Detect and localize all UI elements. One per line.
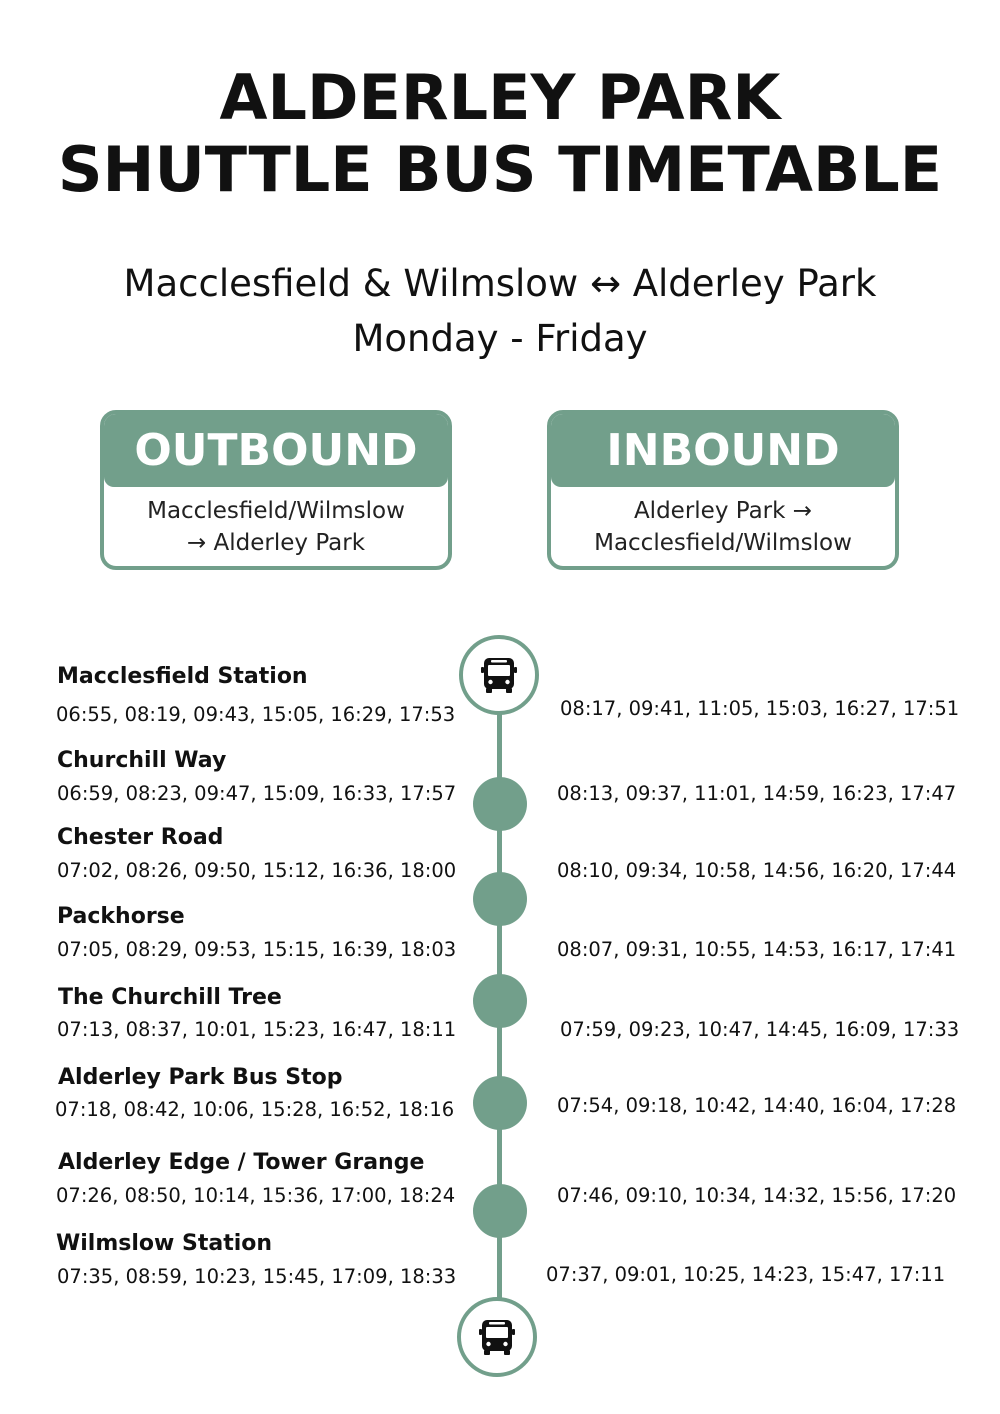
outbound-times: 07:26, 08:50, 10:14, 15:36, 17:00, 18:24 bbox=[56, 1184, 456, 1207]
bus-icon bbox=[477, 1317, 517, 1357]
outbound-card bbox=[100, 410, 452, 570]
stop-name: Churchill Way bbox=[57, 748, 227, 773]
start-bus-circle bbox=[459, 635, 539, 715]
inbound-description bbox=[551, 487, 895, 559]
stop-name: Macclesfield Station bbox=[57, 664, 308, 689]
end-bus-circle bbox=[457, 1297, 537, 1377]
inbound-desc-line-2: Macclesfield/Wilmslow bbox=[594, 530, 852, 556]
outbound-times: 07:02, 08:26, 09:50, 15:12, 16:36, 18:00 bbox=[57, 859, 457, 882]
title-line-2: SHUTTLE BUS TIMETABLE bbox=[57, 133, 943, 206]
inbound-times: 07:46, 09:10, 10:34, 14:32, 15:56, 17:20 bbox=[557, 1184, 957, 1207]
stop-dot bbox=[473, 974, 527, 1028]
outbound-times: 07:05, 08:29, 09:53, 15:15, 16:39, 18:03 bbox=[57, 938, 457, 961]
route-subtitle: Macclesfield & Wilmslow ↔ Alderley Park bbox=[123, 262, 877, 305]
outbound-times: 07:35, 08:59, 10:23, 15:45, 17:09, 18:33 bbox=[57, 1265, 457, 1288]
inbound-times: 08:07, 09:31, 10:55, 14:53, 16:17, 17:41 bbox=[557, 938, 957, 961]
inbound-label: INBOUND bbox=[551, 414, 895, 487]
stop-dot bbox=[473, 872, 527, 926]
stop-name: Alderley Park Bus Stop bbox=[58, 1065, 343, 1090]
stop-name: Alderley Edge / Tower Grange bbox=[58, 1150, 425, 1175]
inbound-card bbox=[547, 410, 899, 570]
outbound-times: 06:55, 08:19, 09:43, 15:05, 16:29, 17:53 bbox=[56, 703, 456, 726]
inbound-desc-line-1: Alderley Park → bbox=[633, 498, 813, 524]
inbound-times: 08:10, 09:34, 10:58, 14:56, 16:20, 17:44 bbox=[557, 859, 957, 882]
outbound-times: 06:59, 08:23, 09:47, 15:09, 16:33, 17:57 bbox=[57, 782, 457, 805]
stop-dot bbox=[473, 1184, 527, 1238]
inbound-times: 07:59, 09:23, 10:47, 14:45, 16:09, 17:33 bbox=[560, 1018, 960, 1041]
stop-name: The Churchill Tree bbox=[58, 985, 282, 1010]
inbound-times: 08:13, 09:37, 11:01, 14:59, 16:23, 17:47 bbox=[557, 782, 957, 805]
outbound-desc-line-2: → Alderley Park bbox=[186, 530, 366, 556]
inbound-times: 07:54, 09:18, 10:42, 14:40, 16:04, 17:28 bbox=[557, 1094, 957, 1117]
stop-name: Packhorse bbox=[57, 904, 185, 929]
outbound-times: 07:18, 08:42, 10:06, 15:28, 16:52, 18:16 bbox=[55, 1098, 455, 1121]
bus-icon bbox=[479, 655, 519, 695]
outbound-times: 07:13, 08:37, 10:01, 15:23, 16:47, 18:11 bbox=[57, 1018, 457, 1041]
stop-name: Wilmslow Station bbox=[56, 1231, 273, 1256]
inbound-times: 08:17, 09:41, 11:05, 15:03, 16:27, 17:51 bbox=[560, 697, 960, 720]
title-line-1: ALDERLEY PARK bbox=[219, 61, 781, 134]
outbound-desc-line-1: Macclesfield/Wilmslow bbox=[147, 498, 405, 524]
outbound-label: OUTBOUND bbox=[104, 414, 448, 487]
outbound-description bbox=[104, 487, 448, 559]
stop-dot bbox=[473, 1076, 527, 1130]
stop-name: Chester Road bbox=[57, 825, 224, 850]
inbound-times: 07:37, 09:01, 10:25, 14:23, 15:47, 17:11 bbox=[546, 1263, 946, 1286]
days-subtitle: Monday - Friday bbox=[352, 317, 648, 360]
stop-dot bbox=[473, 777, 527, 831]
